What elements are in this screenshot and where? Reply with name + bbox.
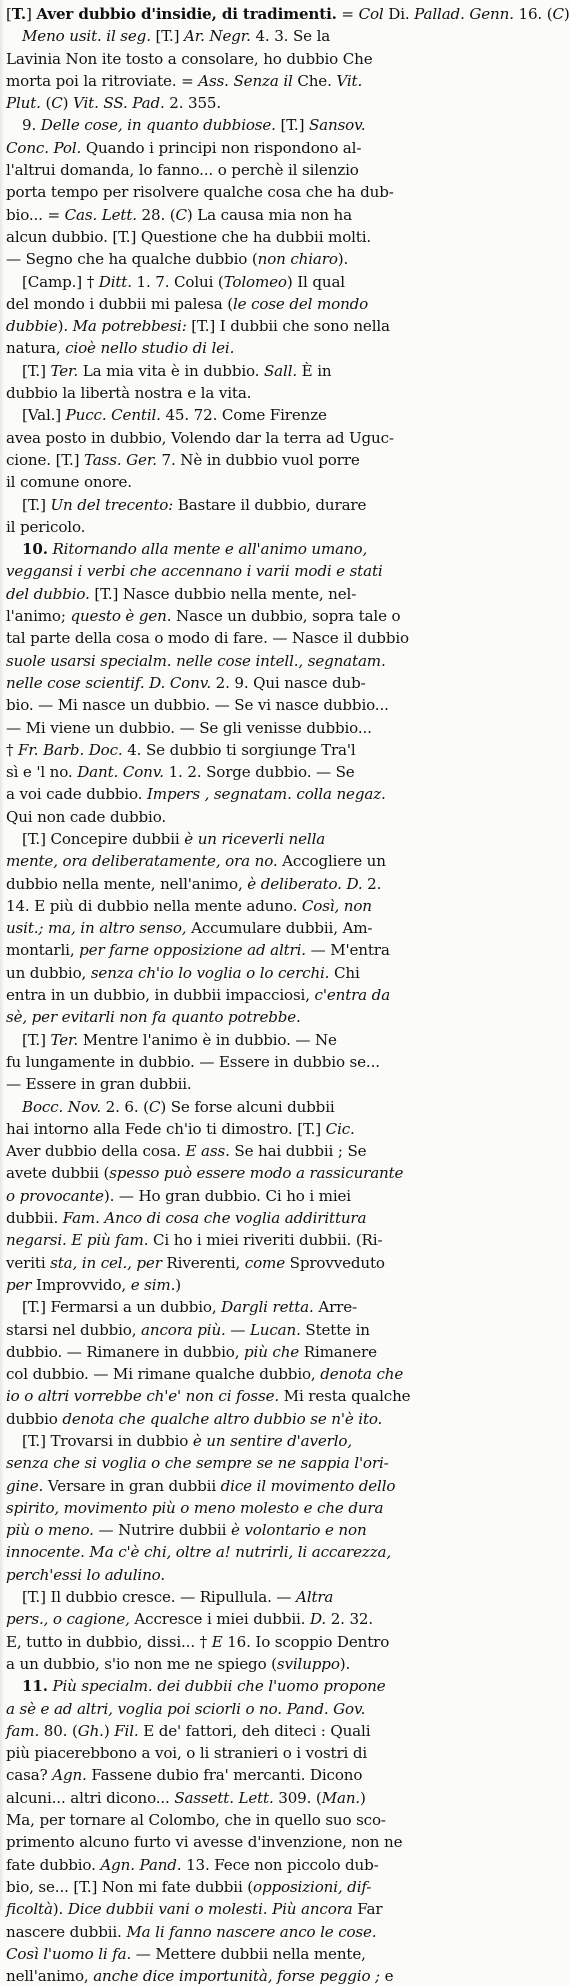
text-line: nascere dubbii. Ma li fanno nascere anco le cose. [6,1922,377,1941]
text-line: sì e 'l no. Dant. Conv. 1. 2. Sorge dubbio. — Se [6,763,355,782]
text-line: Aver dubbio della cosa. E ass. Se hai dubbii ; Se [6,1142,367,1161]
text-line: col dubbio. — Mi rimane qualche dubbio, denota che [6,1365,404,1384]
text-line: Bocc. Nov. 2. 6. (C) Se forse alcuni dubbii [22,1097,335,1116]
text-line: fam. 80. (Gh.) Fil. E de' fattori, deh diteci : Quali [6,1721,371,1740]
text-line: Qui non cade dubbio. [6,807,167,826]
text-line: alcuni... altri dicono... Sassett. Lett. 309. (Man.) [6,1788,366,1807]
text-line: Ma, per tornare al Colombo, che in quello suo sco- [6,1811,386,1830]
text-line: sè, per evitarli non fa quanto potrebbe. [6,1008,301,1027]
text-line: Plut. (C) Vit. SS. Pad. 2. 355. [6,94,222,113]
text-line: bio, se... [T.] Non mi fate dubbii (opposizioni, dif- [6,1877,372,1896]
text-line: nell'animo, anche dice importunità, forse peggio ; e [6,1967,394,1986]
text-line: cione. [T.] Tass. Ger. 7. Nè in dubbio vuol porre [6,450,360,469]
text-line: perch'essi lo adulino. [6,1565,165,1584]
text-line: casa? Agn. Fassene dubio fra' mercanti. Dicono [6,1766,363,1785]
text-line: del dubbio. [T.] Nasce dubbio nella mente, nel- [6,584,357,603]
text-line: — Essere in gran dubbii. [6,1075,192,1094]
text-line: nelle cose scientif. D. Conv. 2. 9. Qui nasce dub- [6,673,366,692]
text-line: [T.] Un del trecento: Bastare il dubbio, durare [22,495,367,514]
text-line: bio. — Mi nasce un dubbio. — Se vi nasce dubbio... [6,696,389,715]
text-line: per Improvvido, e sim.) [6,1275,181,1294]
text-line: gine. Versare in gran dubbii dice il movimento dello [6,1476,396,1495]
text-line: 10. Ritornando alla mente e all'animo umano, [22,540,368,559]
text-line: veriti sta, in cel., per Riverenti, come Sprovveduto [6,1253,385,1272]
text-line: a sè e ad altri, voglia poi sciorli o no. Pand. Gov. [6,1699,366,1718]
dictionary-column [6,3,570,1987]
text-line: negarsi. E più fam. Ci ho i miei riveriti dubbii. (Ri- [6,1231,383,1250]
text-line: dubbie). Ma potrebbesi: [T.] I dubbii che sono nella [6,317,390,336]
text-line: dubbio nella mente, nell'animo, è deliberato. D. 2. [6,874,382,893]
text-line: pers., o cagione, Accresce i miei dubbii. D. 2. 32. [6,1610,373,1629]
text-line: veggansi i verbi che accennano i varii modi e stati [6,562,383,581]
text-line: [T.] Ter. La mia vita è in dubbio. Sall. È in [22,361,332,380]
text-line: primento alcuno furto vi avesse d'invenzione, non ne [6,1833,403,1852]
text-line: senza che si voglia o che sempre se ne sappia l'ori- [6,1454,389,1473]
text-line: morta poi la ritroviate. = Ass. Senza il Che. Vit. [6,71,363,90]
text-line: più piacerebbono a voi, o li stranieri o i vostri di [6,1744,368,1763]
text-line: a un dubbio, s'io non me ne spiego (sviluppo). [6,1654,351,1673]
text-line: [T.] Fermarsi a un dubbio, Dargli retta. Arre- [22,1298,357,1317]
text-line: Lavinia Non ite tosto a consolare, ho dubbio Che [6,49,373,68]
text-line: [Camp.] † Ditt. 1. 7. Colui (Tolomeo) Il qual [22,272,345,291]
scan-edge [0,0,4,1910]
text-line: [Val.] Pucc. Centil. 45. 72. Come Firenze [22,406,327,425]
text-line: Conc. Pol. Quando i principi non rispondono al- [6,138,362,157]
text-line: l'animo; questo è gen. Nasce un dubbio, sopra tale o [6,607,401,626]
text-line: l'altrui domanda, lo fanno... o perchè il silenzio [6,161,359,180]
text-line: montarli, per farne opposizione ad altri. — M'entra [6,941,390,960]
text-line: alcun dubbio. [T.] Questione che ha dubbii molti. [6,227,372,246]
text-line: [T.] Concepire dubbii è un riceverli nella [22,829,326,848]
text-line: bio... = Cas. Lett. 28. (C) La causa mia non ha [6,205,352,224]
text-line: Così l'uomo li fa. — Mettere dubbii nella mente, [6,1944,366,1963]
text-line: 14. E più di dubbio nella mente aduno. Così, non [6,896,372,915]
text-line: porta tempo per risolvere qualche cosa che ha dub- [6,183,394,202]
text-line: avete dubbii (spesso può essere modo a rassicurante [6,1164,404,1183]
text-line: starsi nel dubbio, ancora più. — Lucan. Stette in [6,1320,370,1339]
text-line: [T.] Aver dubbio d'insidie, di tradimenti. = Col Di. Pallad. Genn. 16. (C) [6,5,570,23]
text-line: fu lungamente in dubbio. — Essere in dubbio se... [6,1052,380,1071]
text-line: — Mi viene un dubbio. — Se gli venisse dubbio... [6,718,372,737]
text-line: hai intorno alla Fede ch'io ti dimostro. [T.] Cic. [6,1119,355,1138]
text-line: o provocante). — Ho gran dubbio. Ci ho i miei [6,1186,351,1205]
text-line: del mondo i dubbii mi palesa (le cose del mondo [6,294,369,313]
text-line: usit.; ma, in altro senso, Accumulare dubbii, Am- [6,919,373,938]
text-line: avea posto in dubbio, Volendo dar la terra ad Uguc- [6,428,394,447]
text-line: 11. Più specialm. dei dubbii che l'uomo propone [22,1677,386,1696]
text-line: dubbio denota che qualche altro dubbio se n'è ito. [6,1409,383,1428]
text-line: natura, cioè nello studio di lei. [6,339,235,358]
text-line: ficoltà). Dice dubbii vani o molesti. Più ancora Far [6,1900,383,1919]
text-line: spirito, movimento più o meno molesto e che dura [6,1498,384,1517]
text-line: Meno usit. il seg. [T.] Ar. Negr. 4. 3. Se la [22,27,331,46]
text-line: più o meno. — Nutrire dubbii è volontario e non [6,1521,367,1540]
text-line: — Segno che ha qualche dubbio (non chiaro). [6,250,349,269]
text-line: entra in un dubbio, in dubbii impacciosi, c'entra da [6,986,391,1005]
text-line: [T.] Il dubbio cresce. — Ripullula. — Altra [22,1588,334,1607]
text-line: il comune onore. [6,473,132,492]
text-line: io o altri vorrebbe ch'e' non ci fosse. Mi resta qualche [6,1387,411,1406]
text-line: a voi cade dubbio. Impers , segnatam. colla negaz. [6,785,386,804]
text-line: E, tutto in dubbio, dissi... † E 16. Io scoppio Dentro [6,1632,390,1651]
text-line: dubbio la libertà nostra e la vita. [6,384,252,403]
text-line: innocente. Ma c'è chi, oltre a! nutrirli, li accarezza, [6,1543,391,1562]
text-line: mente, ora deliberatamente, ora no. Accogliere un [6,852,386,871]
text-line: dubbio. — Rimanere in dubbio, più che Rimanere [6,1342,377,1361]
text-line: un dubbio, senza ch'io lo voglia o lo cerchi. Chi [6,963,360,982]
text-line: 9. Delle cose, in quanto dubbiose. [T.] Sansov. [22,116,366,135]
text-line: il pericolo. [6,517,86,536]
text-line: fate dubbio. Agn. Pand. 13. Fece non piccolo dub- [6,1855,379,1874]
text-line: † Fr. Barb. Doc. 4. Se dubbio ti sorgiunge Tra'l [6,740,356,759]
text-line: tal parte della cosa o modo di fare. — Nasce il dubbio [6,629,409,648]
text-line: dubbii. Fam. Anco di cosa che voglia addirittura [6,1209,367,1228]
text-line: suole usarsi specialm. nelle cose intell., segnatam. [6,651,386,670]
text-line: [T.] Ter. Mentre l'animo è in dubbio. — Ne [22,1030,337,1049]
text-line: [T.] Trovarsi in dubbio è un sentire d'averlo, [22,1432,352,1450]
